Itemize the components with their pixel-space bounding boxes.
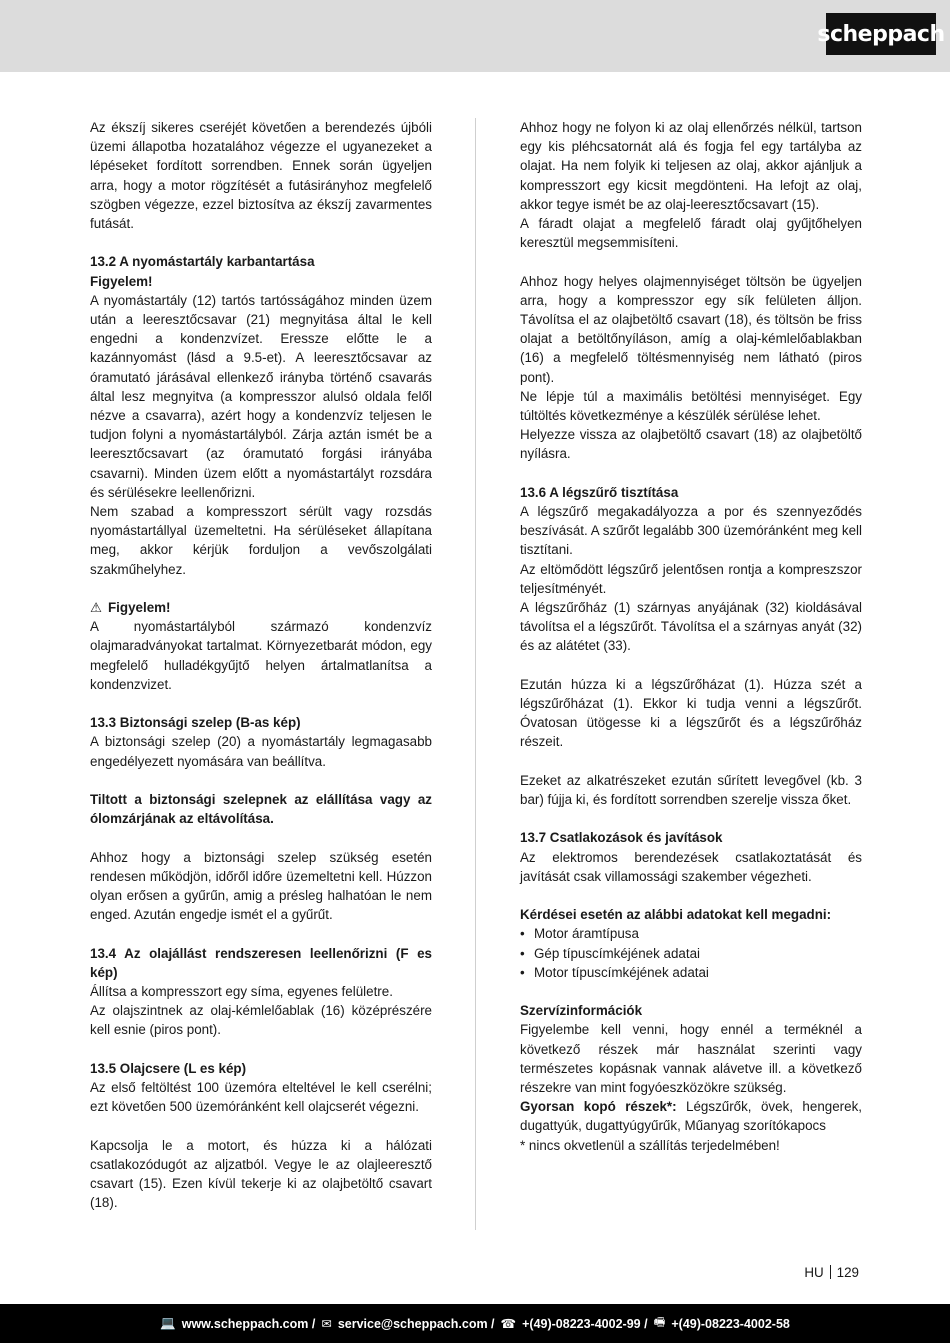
scheppach-logo: scheppach (826, 13, 936, 55)
section-heading-13-7: 13.7 Csatlakozások és javítások (520, 830, 723, 846)
wear-parts-text: Légszűrők, övek, hengerek, dugattyúk, dugattyúgyűrűk, Műanyag szorítókapocs (520, 1099, 862, 1134)
paragraph: Állítsa a kompresszort egy síma, egyenes felületre. (90, 984, 393, 1000)
info-bullet-list (520, 924, 862, 982)
paragraph: Ahhoz hogy ne folyon ki az olaj ellenőrzés nélkül, tartson egy kis pléhcsatornát alá és fogja fel egy tartályba az olajat. Ha nem folyik ki teljesen az olaj, akkor ajánljuk a kompresszort egy kicsit megdönteni. Ha lefojt az olaj, akkor tegye ismét be az olaj-leeresztőcsavart (15). (520, 120, 862, 212)
warning-triangle-icon: ⚠ (90, 600, 103, 616)
list-item: • Gép típuscímkéjének adatai (520, 944, 862, 963)
warning-label: Figyelem! (108, 600, 171, 616)
paragraph: Nem szabad a kompresszort sérült vagy rozsdás nyomástartállyal üzemeltetni. Ha sérüléseket állapítana meg, akkor kérjük forduljon a vevőszolgálati szakműhelyhez. (90, 504, 432, 577)
paragraph: A légszűrő megakadályozza a por és szennyeződés beszívását. A szűrőt legalább 300 üzemóránként meg kell tisztítani. (520, 504, 862, 558)
paragraph: A nyomástartály (12) tartós tartósságához minden üzem után a leeresztőcsavar (21) megnyitása által le kell engedni a kondenzvízet. Eressze előtte le a kazánnyomást (lásd a 9.5-et). A leeresztőcsavar az óramutató járásával ellenkező irányba történő csavarás által lesz megnyitva (a kompresszor alulsó oldala felől nézve a csavarra), azért hogy a kondenzvíz teljesen le tudjon folyni a nyomástartályból. Zárja aztán ismét be a leeresztőcsavart (az óramutató forgási irányába csavarni). Minden üzem előtt a nyomástartályt rozsdára és sérülésekre leellenőrizni. (90, 292, 432, 500)
paragraph: Az eltömődött légszűrő jelentősen rontja a kompreszszor teljesítményét. (520, 561, 862, 596)
paragraph: Ezután húzza ki a légszűrőházat (1). Húzza szét a légszűrőházat (1). Ekkor ki tudja venni a légszűrőt. Óvatosan ütögesse ki a légszűrőt és a légszűrőház részeit. (520, 676, 862, 750)
section-heading-13-3: 13.3 Biztonsági szelep (B-as kép) (90, 715, 301, 731)
paragraph: A fáradt olajat a megfelelő fáradt olaj gyűjtőhelyen keresztül megsemmisíteni. (520, 216, 862, 251)
paragraph: Ahhoz hogy a biztonsági szelep szükség esetén rendesen működjön, időről időre üzemeltetni kell. Húzzon olyan erősen a gyűrűn, amig a présleg halhatóan le nem enged. Azután engedje ismét el a gyűrűt. (90, 849, 432, 923)
paragraph: Ne lépje túl a maximális betöltési mennyiséget. Egy túltöltés következménye a készülék sérülése lehet. (520, 388, 862, 424)
bold-warning: Tiltott a biztonsági szelepnek az elállítása vagy az ólomzárjának az eltávolítása. (90, 792, 432, 827)
fax-number: +(49)-08223-4002-58 (671, 1316, 790, 1331)
wear-parts-paragraph (520, 1097, 862, 1135)
questions-heading: Kérdései esetén az alábbi adatokat kell megadni: (520, 907, 832, 923)
section-heading-13-4: 13.4 Az olajállást rendszeresen leellenőrizni (F es kép) (90, 945, 432, 980)
paragraph: A légszűrőház (1) szárnyas anyájának (32) kioldásával távolítsa el a légszűrőt. Távolítsa el a szárnyas anyát (32) és az alátétet (33). (520, 600, 862, 654)
paragraph: Ahhoz hogy helyes olajmennyiséget töltsön be ügyeljen arra, hogy a kompresszor egy sík felületen álljon. Távolítsa el az olajbetöltő csavart (18), és töltsön be friss olajat a betöltőnyíláson, amíg a olaj-kémlelőablakban (16) a megfelelő töltésmennyiség nem látható (piros pont). (520, 273, 862, 385)
section-heading-13-6: 13.6 A légszűrő tisztítása (520, 484, 679, 500)
paragraph: A nyomástartályból származó kondenzvíz olajmaradványokat tartalmat. Környezetbarát módon, egy megfelelő hulladékgyűjtő helyen ártalmatlanítsa a kondenzvizet. (90, 619, 432, 692)
paragraph: Ezeket az alkatrészeket ezután sűrített levegővel (kb. 3 bar) fújja ki, és fordított sorrendben szerelje vissza őket. (520, 772, 862, 808)
page-number (804, 1265, 859, 1280)
list-item: • Motor áramtípusa (520, 924, 862, 943)
website-link[interactable]: www.scheppach.com / (181, 1316, 316, 1331)
phone-number: +(49)-08223-4002-99 / (522, 1316, 648, 1331)
section-heading-13-2: 13.2 A nyomástartály karbantartása (90, 254, 315, 270)
paragraph: A biztonsági szelep (20) a nyomástartály legmagasabb engedélyezett nyomására van beállítva. (90, 734, 432, 769)
paragraph: Az elektromos berendezések csatlakoztatását és javítását csak villamossági szakember végezheti. (520, 849, 862, 884)
fax-icon: 🖷 (653, 1315, 666, 1329)
section-heading-13-5: 13.5 Olajcsere (L es kép) (90, 1060, 247, 1076)
footnote: * nincs okvetlenül a szállítás terjedelmében! (520, 1137, 780, 1153)
paragraph: Figyelembe kell venni, hogy ennél a terméknél a következő részek már használat szerinti vagy természetes kopásnak vannak alávetve ill. a következő részekre van mint fogyóeszközökre szükség. (520, 1022, 862, 1096)
paragraph: Helyezze vissza az olajbetöltő csavart (18) az olajbetöltő nyílásra. (520, 427, 862, 462)
computer-icon: 💻 (160, 1316, 176, 1330)
mail-icon: ✉ (321, 1317, 332, 1331)
page-number-value: 129 (836, 1265, 859, 1280)
paragraph: Kapcsolja le a motort, és húzza ki a hálózati csatlakozódugót az aljzatból. Vegye le az olajleeresztő csavart (15). Ezen kívül tekerje ki az olajbetöltő csavart (18). (90, 1137, 432, 1211)
service-info-heading: Szervízinformációk (520, 1003, 643, 1019)
list-item: • Motor típuscímkéjének adatai (520, 963, 862, 982)
paragraph: Az ékszíj sikeres cseréjét követően a berendezés újbóli üzemi állapotba hozatalához végezze el ugyanezeket a lépéseket fordított sorrendben. Ennek során ügyeljen arra, hogy a motor rögzítését a futásirányhoz megfelelő szögben végezze, ezzel biztosítva az ékszíj zavarmentes futását. (90, 120, 432, 232)
left-column (90, 118, 432, 1212)
header-band (0, 0, 950, 72)
footer-bar (0, 1304, 950, 1343)
page-number-separator (830, 1265, 831, 1279)
warning-heading (90, 598, 432, 617)
paragraph: Az olajszintnek az olaj-kémlelőablak (16) középrészére kell esnie (piros pont). (90, 1003, 432, 1038)
right-column (520, 118, 862, 1155)
column-divider (475, 118, 476, 1230)
paragraph: Az első feltöltést 100 üzemóra elteltével le kell cserélni; ezt követően 500 üzemóránként kell olajcserét végezni. (90, 1080, 432, 1115)
phone-icon: ☎ (500, 1317, 517, 1331)
email-link[interactable]: service@scheppach.com / (337, 1316, 495, 1331)
language-code: HU (804, 1265, 824, 1280)
wear-parts-label: Gyorsan kopó részek*: (520, 1099, 677, 1115)
warning-label: Figyelem! (90, 273, 153, 289)
